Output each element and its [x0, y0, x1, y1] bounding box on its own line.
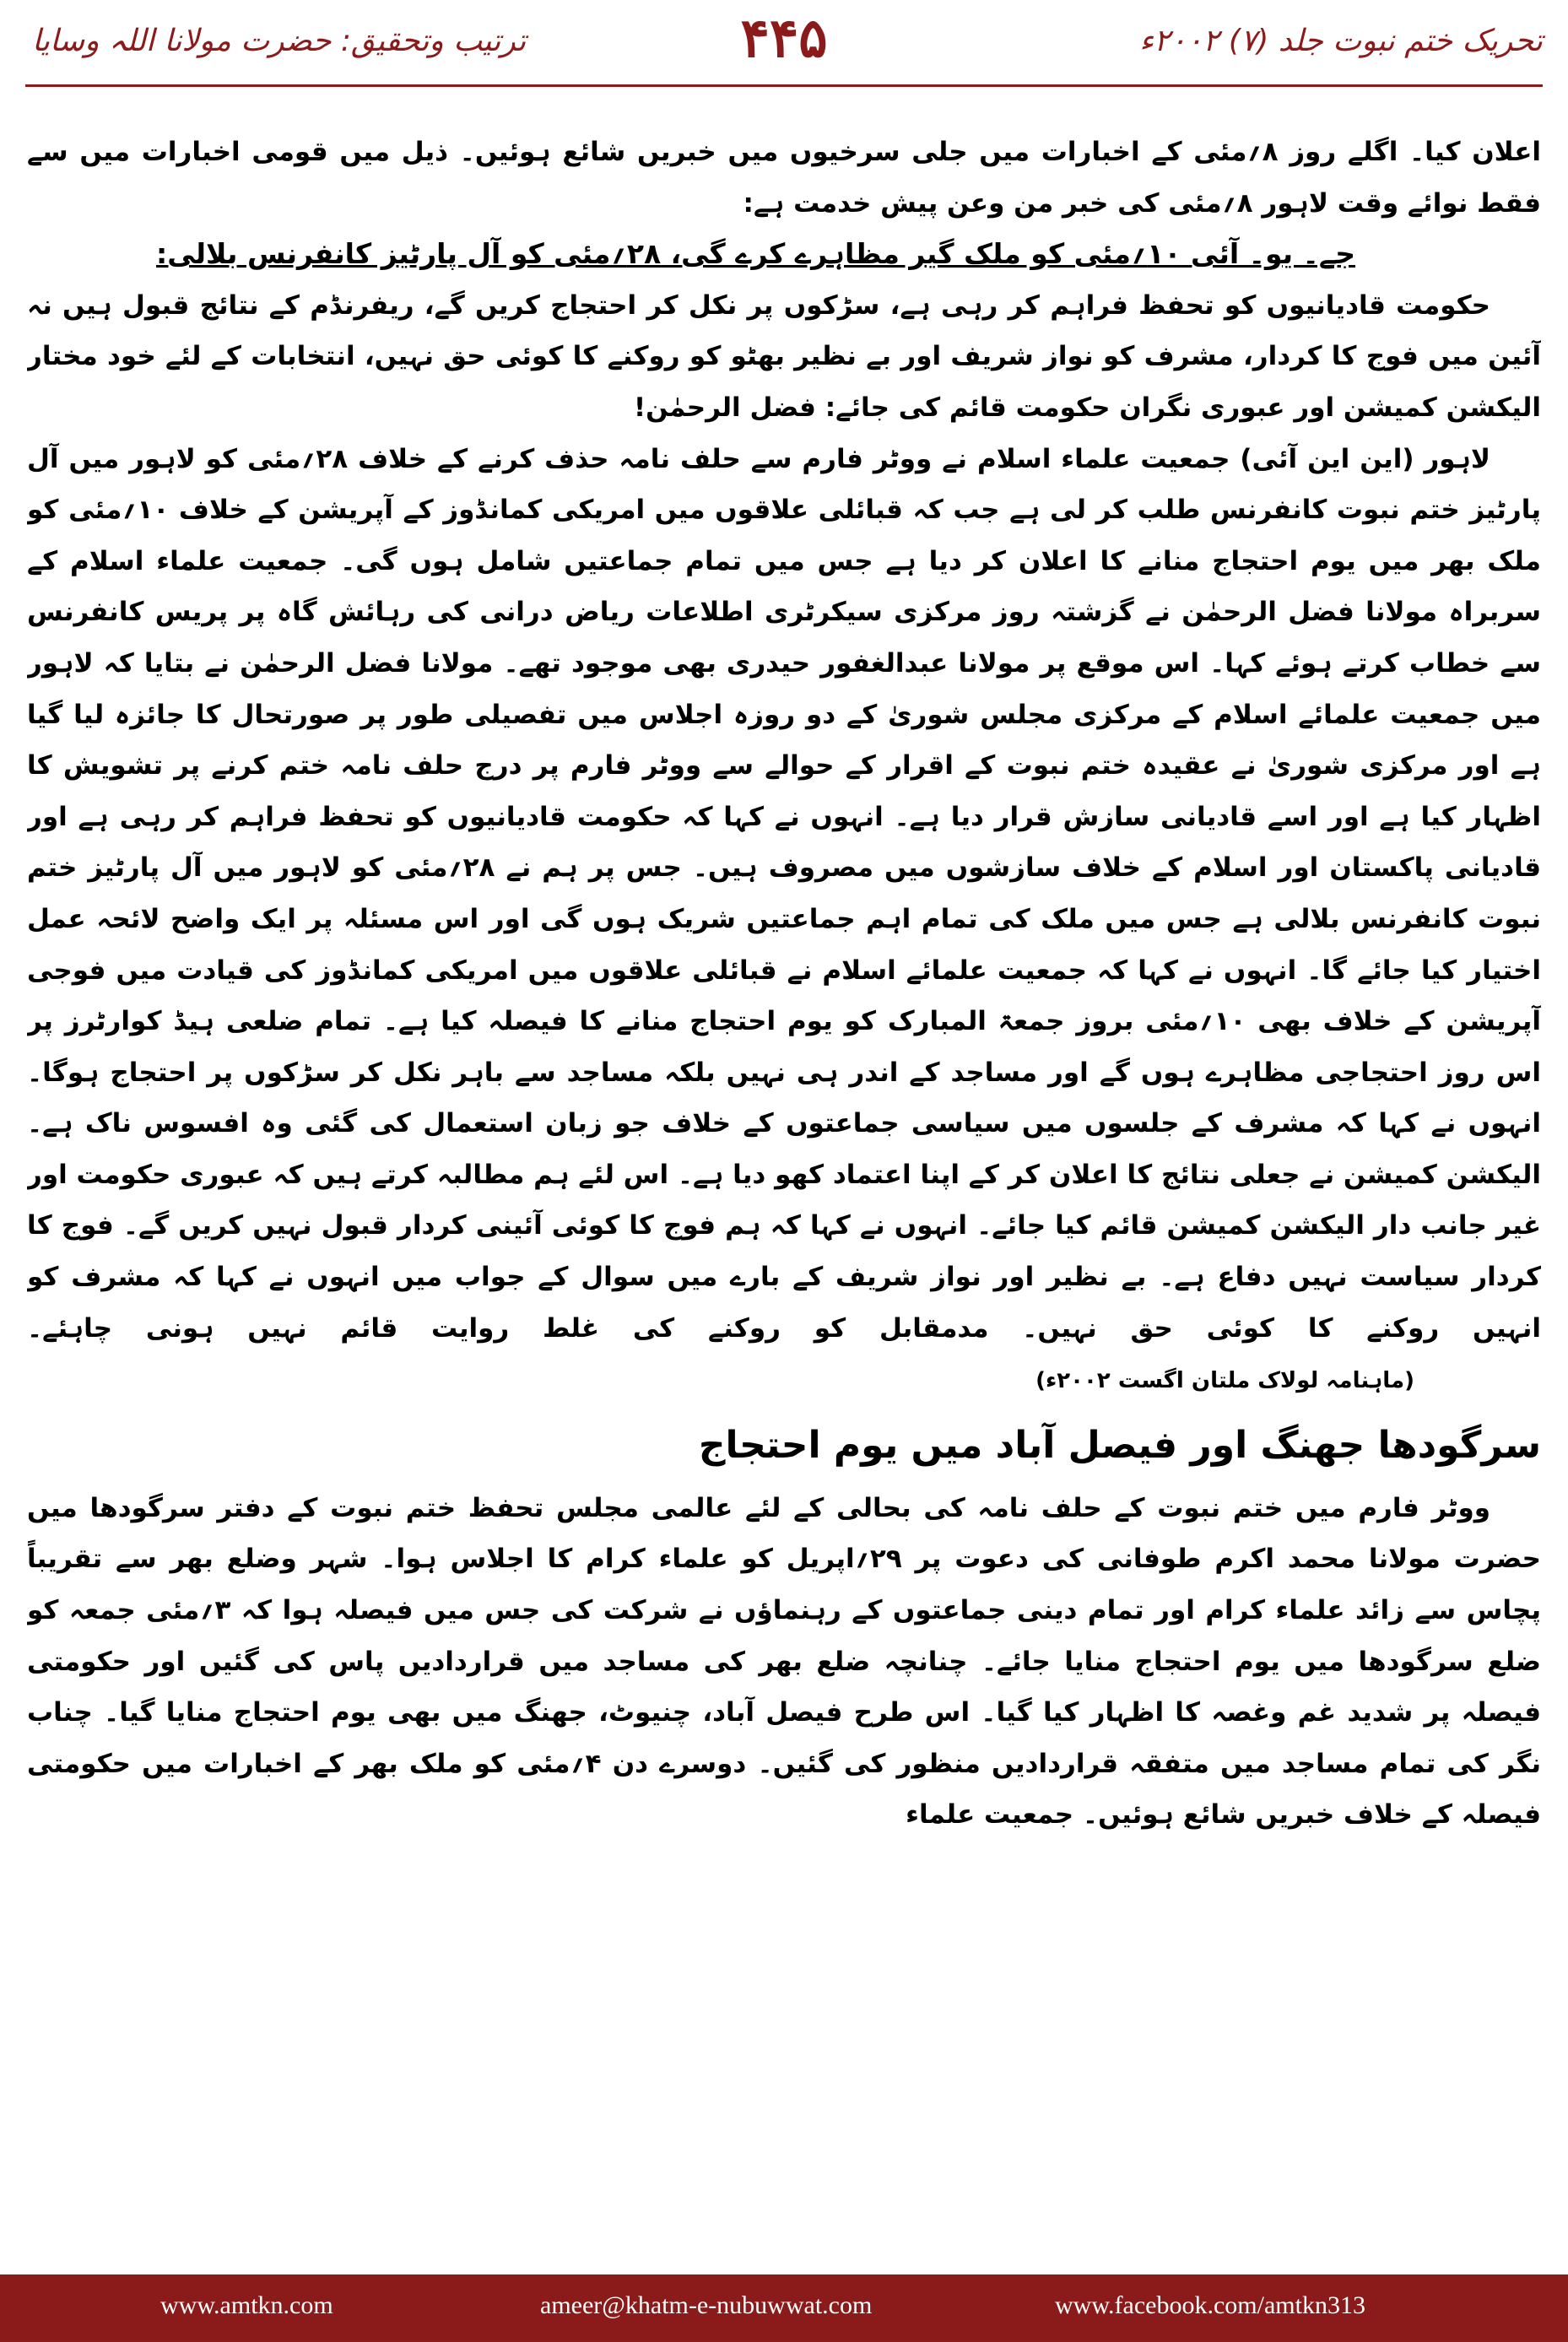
news-headline: جے۔ یو۔ آئی ۱۰؍مئی کو ملک گیر مظاہرے کرے گی، ۲۸؍مئی کو آل پارٹیز کانفرنس بلالی:	[156, 237, 1355, 271]
paragraph-report	[27, 434, 1541, 1407]
facebook-link[interactable]: www.facebook.com/amtkn313	[1055, 2291, 1365, 2319]
book-title: تحریک ختم نبوت جلد (۷) ۲۰۰۲ء	[1139, 24, 1543, 58]
source-citation: (ماہنامہ لولاک ملتان اگست ۲۰۰۲ء)	[1035, 1368, 1414, 1394]
website-link[interactable]: www.amtkn.com	[160, 2291, 333, 2319]
compiler-credit: ترتیب وتحقیق: حضرت مولانا اللہ وسایا	[32, 24, 527, 58]
page-footer	[0, 2274, 1568, 2342]
email-link[interactable]: ameer@khatm-e-nubuwwat.com	[540, 2291, 873, 2319]
page-number: ۴۴۵	[740, 7, 828, 70]
page-body	[27, 127, 1541, 2220]
paragraph-intro: اعلان کیا۔ اگلے روز ۸؍مئی کے اخبارات میں جلی سرخیوں میں خبریں شائع ہوئیں۔ ذیل میں قومی اخبارات میں سے فقط نوائے وقت لاہور ۸؍مئی کی خبر من وعن پیش خدمت ہے:	[27, 137, 1541, 219]
paragraph-sargodha: ووٹر فارم میں ختم نبوت کے حلف نامہ کی بحالی کے لئے عالمی مجلس تحفظ ختم نبوت کے دفتر سرگودھا میں حضرت مولانا محمد اکرم طوفانی کی دعوت پر ۲۹؍اپریل کو علماء کرام کا اجلاس ہوا۔ شہر وضلع بھر سے تقریباً پچاس سے زائد علماء کرام اور تمام دینی جماعتوں کے رہنماؤں نے شرکت کی جس میں فیصلہ ہوا کہ ۳؍مئی جمعہ کو ضلع سرگودھا میں یوم احتجاج منایا جائے۔ چنانچہ ضلع بھر کی مساجد میں قراردادیں پاس کی گئیں اور حکومتی فیصلہ پر شدید غم وغصہ کا اظہار کیا گیا۔ اس طرح فیصل آباد، چنیوٹ، جھنگ میں بھی یوم احتجاج منایا گیا۔ چناب نگر کی تمام مساجد میں متفقہ قراردادیں منظور کی گئیں۔ دوسرے دن ۴؍مئی کو ملک بھر کے اخبارات میں حکومتی فیصلہ کے خلاف خبریں شائع ہوئیں۔ جمعیت علماء	[27, 1492, 1541, 1831]
report-text: لاہور (این این آئی) جمعیت علماء اسلام نے ووٹر فارم سے حلف نامہ حذف کرنے کے خلاف ۲۸؍مئی کو لاہور میں آل پارٹیز ختم نبوت کانفرنس طلب کر لی ہے جب کہ قبائلی علاقوں میں امریکی کمانڈوز کے آپریشن کے خلاف ۱۰؍مئی کو ملک بھر میں یوم احتجاج منانے کا اعلان کر دیا ہے جس میں تمام جماعتیں شامل ہوں گی۔ جمعیت علماء اسلام کے سربراہ مولانا فضل الرحمٰن نے گزشتہ روز مرکزی سیکرٹری اطلاعات ریاض درانی کی رہائش گاہ پر پریس کانفرنس سے خطاب کرتے ہوئے کہا۔ اس موقع پر مولانا عبدالغفور حیدری بھی موجود تھے۔ مولانا فضل الرحمٰن نے بتایا کہ لاہور میں جمعیت علمائے اسلام کے مرکزی مجلس شوریٰ کے دو روزہ اجلاس میں تفصیلی طور پر صورتحال کا جائزہ لیا گیا ہے اور مرکزی شوریٰ نے عقیدہ ختم نبوت کے اقرار کے حوالے سے ووٹر فارم پر درج حلف نامہ ختم کرنے پر تشویش کا اظہار کیا ہے اور اسے قادیانی سازش قرار دیا ہے۔ انہوں نے کہا کہ حکومت قادیانیوں کو تحفظ فراہم کر رہی ہے اور قادیانی پاکستان اور اسلام کے خلاف سازشوں میں مصروف ہیں۔ جس پر ہم نے ۲۸؍مئی کو لاہور میں آل پارٹیز ختم نبوت کانفرنس بلالی ہے جس میں ملک کی تمام اہم جماعتیں شریک ہوں گی اور اس مسئلہ پر ایک واضح لائحہ عمل اختیار کیا جائے گا۔ انہوں نے کہا کہ جمعیت علمائے اسلام نے قبائلی علاقوں میں امریکی کمانڈوز کی قیادت میں فوجی آپریشن کے خلاف بھی ۱۰؍مئی بروز جمعۃ المبارک کو یوم احتجاج منانے کا فیصلہ کیا ہے۔ تمام ضلعی ہیڈ کوارٹرز پر اس روز احتجاجی مظاہرے ہوں گے اور مساجد کے اندر ہی نہیں بلکہ مساجد سے باہر نکل کر سڑکوں پر احتجاج ہوگا۔ انہوں نے کہا کہ مشرف کے جلسوں میں سیاسی جماعتوں کے خلاف جو زبان استعمال کی گئی وہ افسوس ناک ہے۔ الیکشن کمیشن نے جعلی نتائج کا اعلان کر کے اپنا اعتماد کھو دیا ہے۔ اس لئے ہم مطالبہ کرتے ہیں کہ عبوری حکومت اور غیر جانب دار الیکشن کمیشن قائم کیا جائے۔ انہوں نے کہا کہ ہم فوج کا کوئی آئینی کردار قبول نہیں کریں گے۔ فوج کا کردار سیاست نہیں دفاع ہے۔ بے نظیر اور نواز شریف کے بارے میں سوال کے جواب میں انہوں نے کہا کہ مشرف کو انہیں روکنے کا کوئی حق نہیں۔ مدمقابل کو روکنے کی غلط روایت قائم نہیں ہونی چاہئے۔	[27, 443, 1541, 1344]
paragraph-lead: حکومت قادیانیوں کو تحفظ فراہم کر رہی ہے، سڑکوں پر نکل کر احتجاج کریں گے، ریفرنڈم کے نتائج قبول ہیں نہ آئین میں فوج کا کردار، مشرف کو نواز شریف اور بے نظیر بھٹو کو روکنے کا کوئی حق نہیں، انتخابات کے لئے خود مختار الیکشن کمیشن اور عبوری نگران حکومت قائم کی جائے: فضل الرحمٰن!	[27, 289, 1541, 423]
header-divider	[25, 84, 1543, 87]
section-title: سرگودھا جھنگ اور فیصل آباد میں یوم احتجاج	[698, 1423, 1541, 1467]
page-header	[0, 0, 1568, 84]
